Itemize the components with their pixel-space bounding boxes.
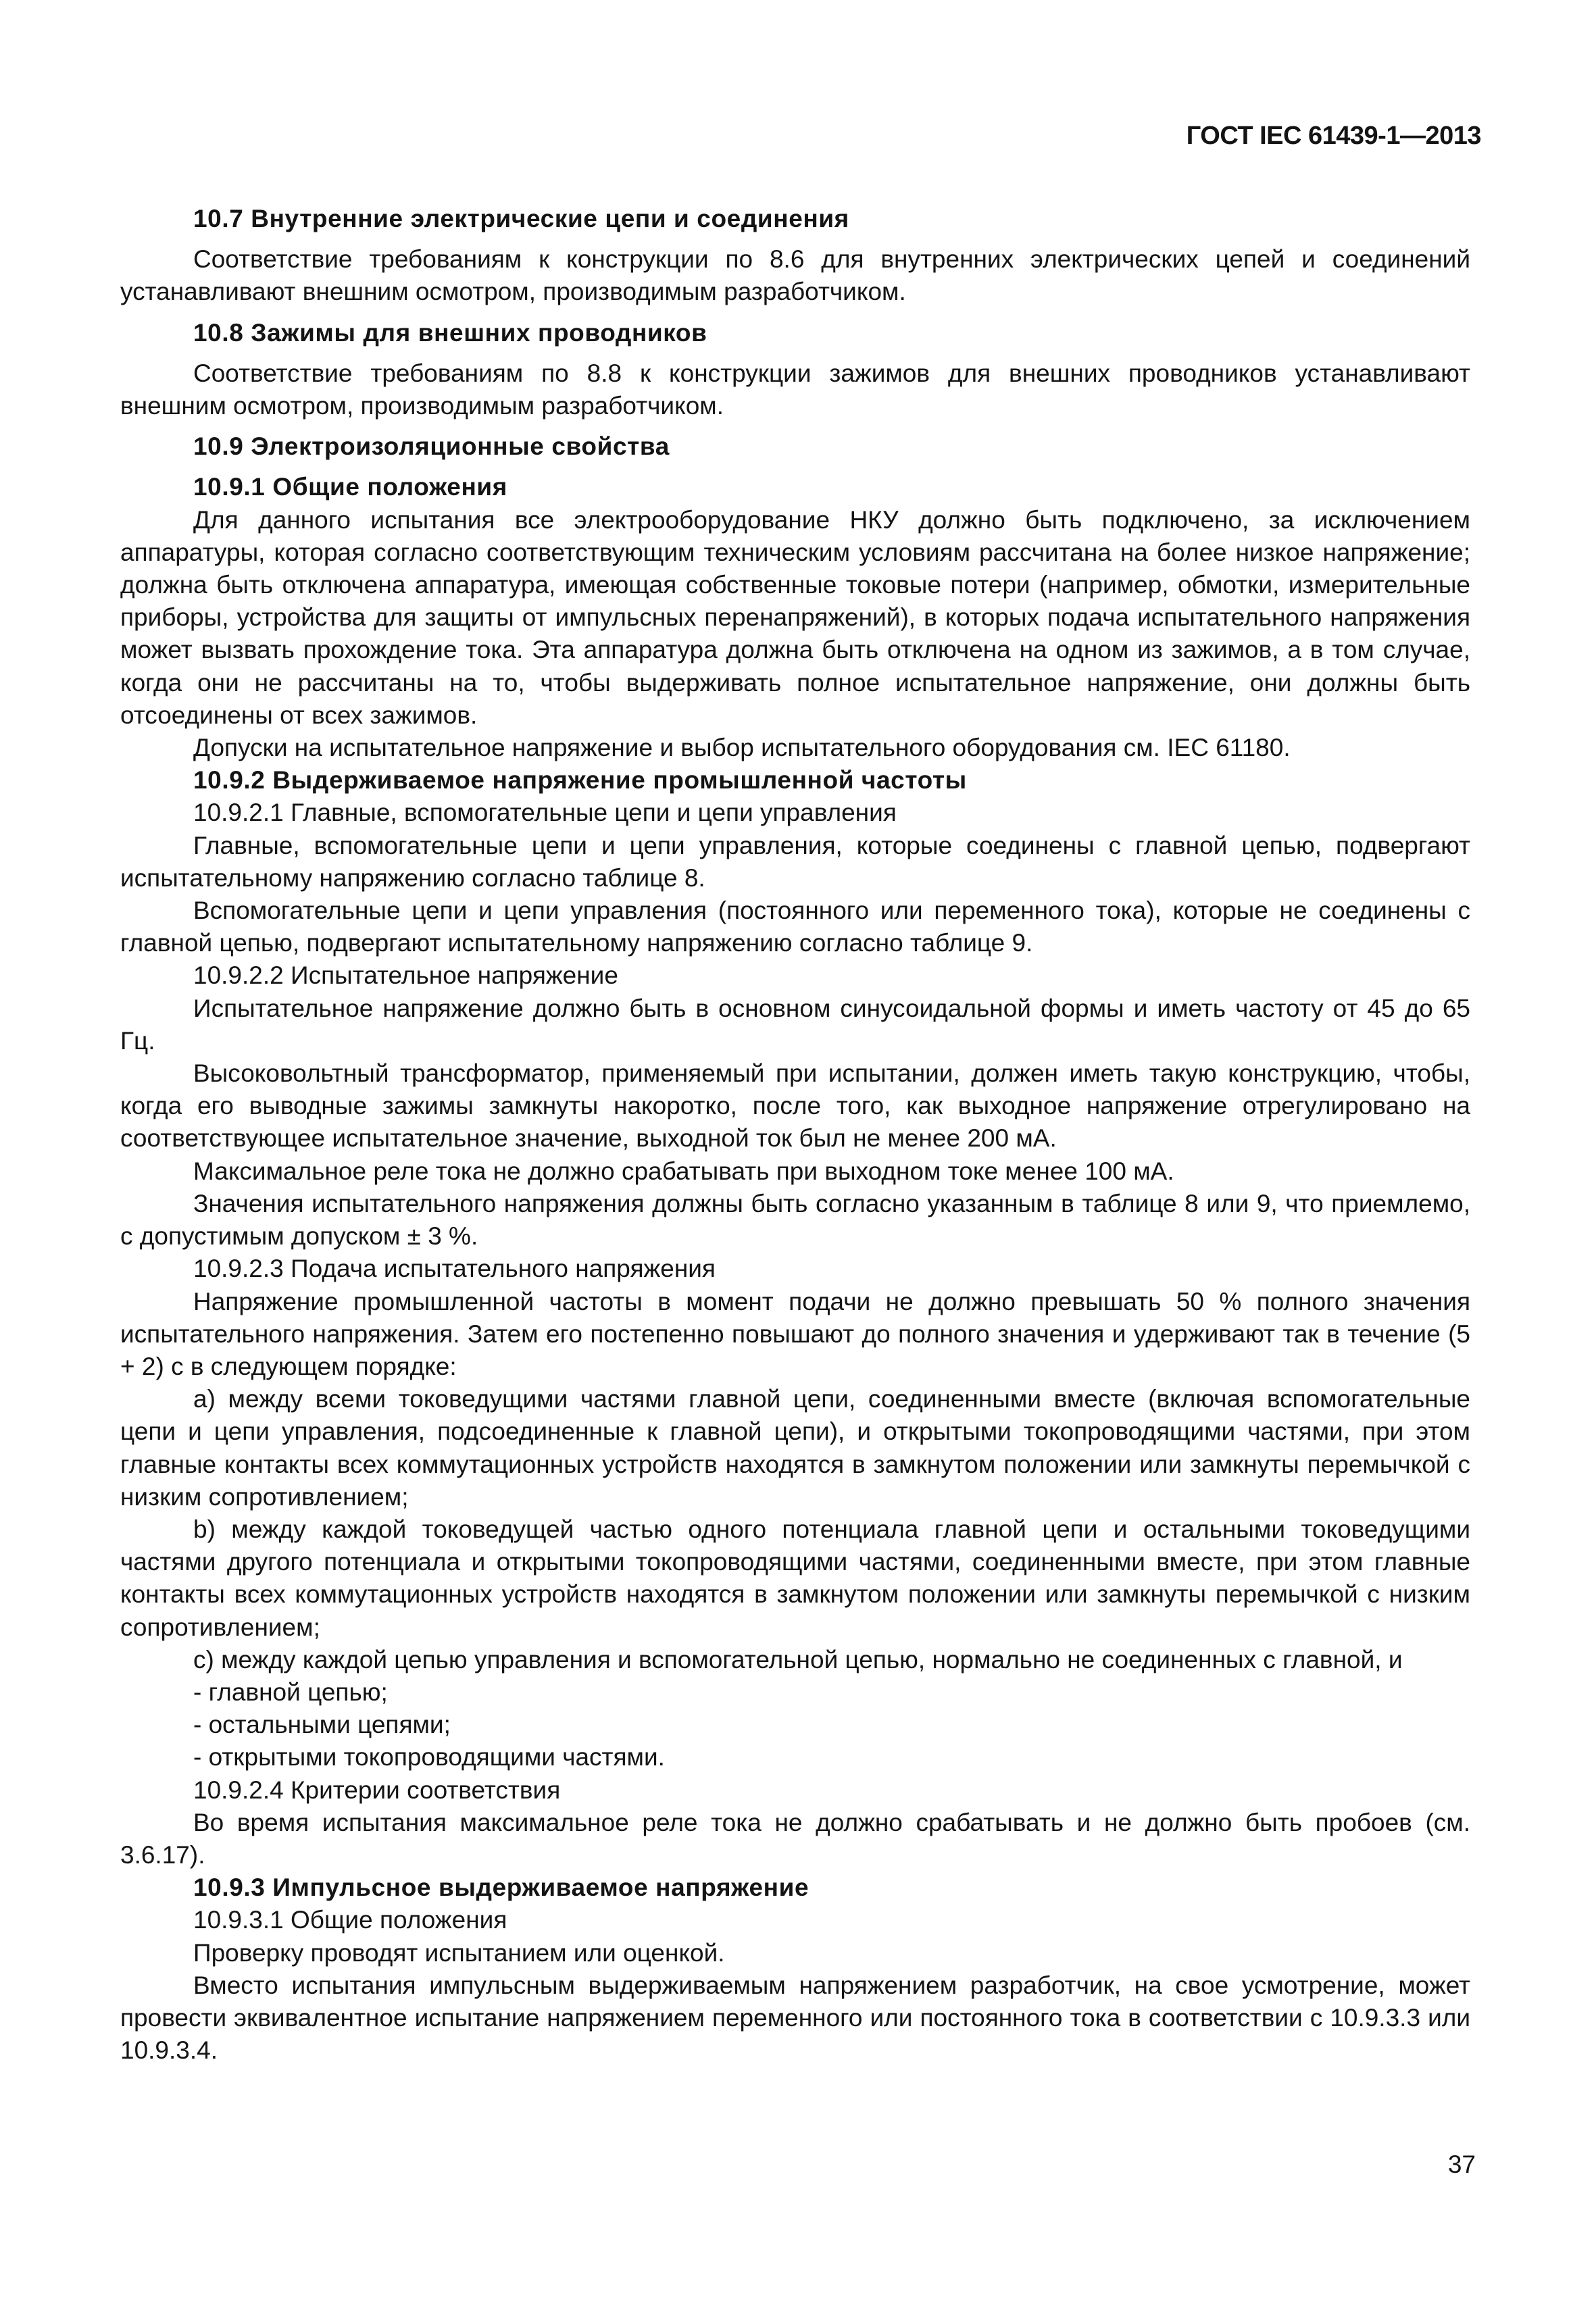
body-paragraph: b) между каждой токоведущей частью одного потенциала главной цепи и остальными токоведущими частями другого потенциала и открытыми токопроводящими частями, соединенными вместе, при этом главные контакты всех коммутационных устройств находятся в замкнутом положении или замкнуты перемычкой с низким сопротивлением;	[120, 1515, 1470, 1641]
body-paragraph: - главной цепью;	[193, 1678, 388, 1706]
section-heading: 10.9 Электроизоляционные свойства	[193, 432, 670, 461]
body-paragraph: Соответствие требованиям по 8.8 к конструкции зажимов для внешних проводников устанавливают внешним осмотром, производимым разработчиком.	[120, 359, 1470, 420]
standard-header: ГОСТ IEC 61439-1—2013	[1186, 122, 1481, 150]
section-heading: 10.7 Внутренние электрические цепи и соединения	[193, 205, 849, 232]
body-paragraph: Главные, вспомогательные цепи и цепи управления, которые соединены с главной цепью, подвергают испытательному напряжению согласно таблице 8.	[120, 831, 1470, 892]
body-paragraph: Высоковольтный трансформатор, применяемый при испытании, должен иметь такую конструкцию, чтобы, когда его выводные зажимы замкнуты накоротко, после того, как выходное напряжение отрегулировано на соответствующее испытательное значение, выходной ток был не менее 200 мА.	[120, 1059, 1470, 1153]
body-paragraph: Допуски на испытательное напряжение и выбор испытательного оборудования см. IEC 61180.	[193, 734, 1291, 762]
body-paragraph: - остальными цепями;	[193, 1711, 451, 1739]
page-number: 37	[1447, 2150, 1476, 2178]
body-paragraph: Во время испытания максимальное реле тока не должно срабатывать и не должно быть пробоев (см. 3.6.17).	[120, 1808, 1470, 1869]
section-heading: 10.9.1 Общие положения	[193, 473, 507, 501]
body-paragraph: - открытыми токопроводящими частями.	[193, 1743, 665, 1771]
body-paragraph: Вместо испытания импульсным выдерживаемым напряжением разработчик, на свое усмотрение, может провести эквивалентное испытание напряжением переменного или постоянного тока в соответствии с 10.9.3.3 или 10.9.3.4.	[120, 1971, 1470, 2065]
body-paragraph: 10.9.2.1 Главные, вспомогательные цепи и цепи управления	[193, 799, 897, 827]
body-paragraph: 10.9.2.3 Подача испытательного напряжения	[193, 1255, 716, 1283]
section-heading: 10.8 Зажимы для внешних проводников	[193, 318, 707, 347]
body-paragraph: 10.9.2.2 Испытательное напряжение	[193, 961, 618, 990]
body-paragraph: Испытательное напряжение должно быть в основном синусоидальной формы и иметь частоту от 45 до 65 Гц.	[120, 994, 1470, 1055]
document-body	[120, 203, 1470, 2067]
body-paragraph: Вспомогательные цепи и цепи управления (постоянного или переменного тока), которые не соединены с главной цепью, подвергают испытательному напряжению согласно таблице 9.	[120, 897, 1470, 957]
body-paragraph: 10.9.2.4 Критерии соответствия	[193, 1776, 561, 1804]
body-paragraph: Проверку проводят испытанием или оценкой.	[193, 1938, 725, 1967]
section-heading: 10.9.3 Импульсное выдерживаемое напряжение	[193, 1873, 809, 1902]
body-paragraph: Значения испытательного напряжения должны быть согласно указанным в таблице 8 или 9, что приемлемо, с допустимым допуском ± 3 %.	[120, 1189, 1470, 1251]
body-paragraph: 10.9.3.1 Общие положения	[193, 1906, 507, 1934]
section-heading: 10.9.2 Выдерживаемое напряжение промышленной частоты	[193, 766, 967, 795]
body-paragraph: Соответствие требованиям к конструкции по 8.6 для внутренних электрических цепей и соединений устанавливают внешним осмотром, производимым разработчиком.	[120, 245, 1470, 306]
body-paragraph: с) между каждой цепью управления и вспомогательной цепью, нормально не соединенных с главной, и	[193, 1645, 1403, 1674]
body-paragraph: Максимальное реле тока не должно срабатывать при выходном токе менее 100 мА.	[193, 1157, 1174, 1185]
body-paragraph: Для данного испытания все электрооборудование НКУ должно быть подключено, за исключением аппаратуры, которая согласно соответствующим техническим условиям рассчитана на более низкое напряжение; должна быть отключена аппаратура, имеющая собственные токовые потери (например, обмотки, измерительные приборы, устройства для защиты от импульсных перенапряжений), в которых подача испытательного напряжения может вызвать прохождение тока. Эта аппаратура должна быть отключена на одном из зажимов, а в том случае, когда они не рассчитаны на то, чтобы выдерживать полное испытательное напряжение, они должны быть отсоединены от всех зажимов.	[120, 505, 1470, 729]
body-paragraph: а) между всеми токоведущими частями главной цепи, соединенными вместе (включая вспомогательные цепи и цепи управления, подсоединенные к главной цепи), и открытыми токопроводящими частями, при этом главные контакты всех коммутационных устройств находятся в замкнутом положении или замкнуты перемычкой с низким сопротивлением;	[120, 1385, 1470, 1511]
body-paragraph: Напряжение промышленной частоты в момент подачи не должно превышать 50 % полного значения испытательного напряжения. Затем его постепенно повышают до полного значения и удерживают так в течение (5 + 2) с в следующем порядке:	[120, 1287, 1470, 1380]
